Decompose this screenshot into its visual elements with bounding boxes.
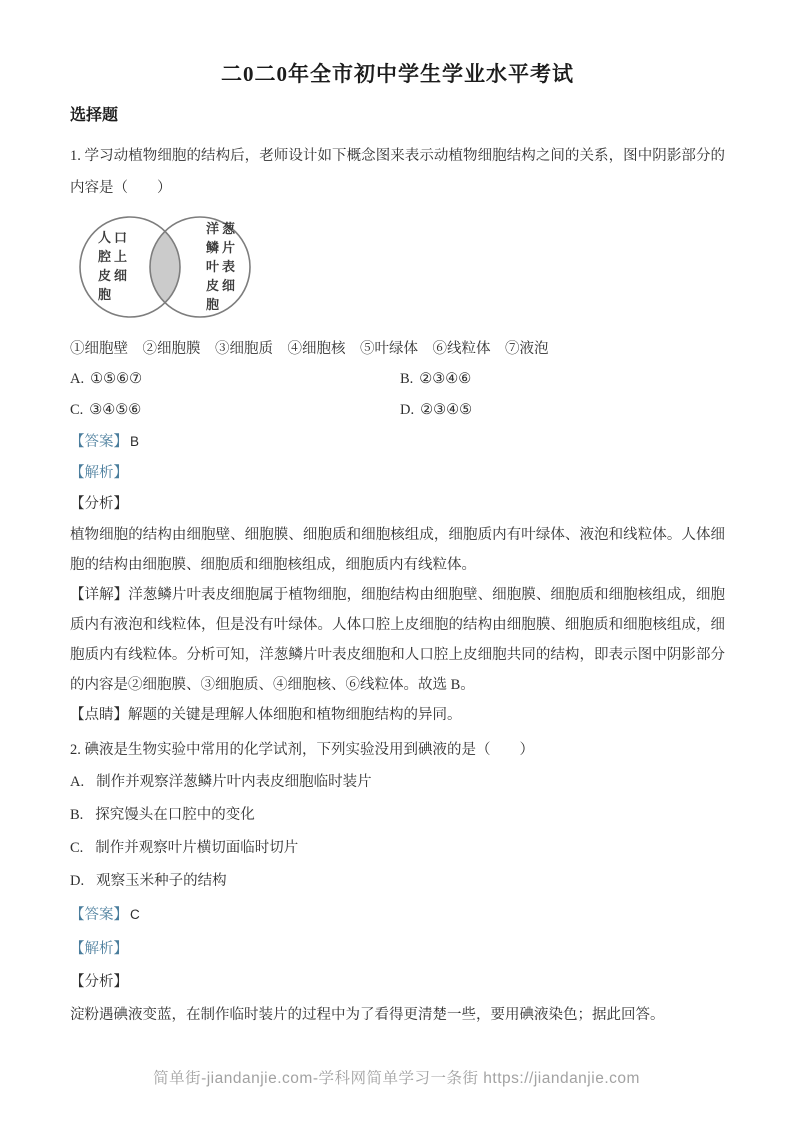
venn-diagram bbox=[76, 210, 326, 326]
option-letter: A. bbox=[70, 774, 85, 790]
option-text: 观察玉米种子的结构 bbox=[96, 873, 227, 889]
option-letter: D. bbox=[70, 873, 85, 889]
question1-fenxi-text: 植物细胞的结构由细胞壁、细胞膜、细胞质和细胞核组成，细胞质内有叶绿体、液泡和线粒体。人体细胞的结构由细胞膜、细胞质和细胞核组成，细胞质内有线粒体。 bbox=[70, 527, 725, 573]
question1-dianjing-para bbox=[70, 700, 725, 730]
question2-fenxi-heading bbox=[70, 966, 725, 1000]
question1-option-d bbox=[400, 395, 725, 426]
dianjing-label: 【点睛】 bbox=[70, 707, 128, 723]
option-text: ②③④⑤ bbox=[420, 402, 473, 418]
option-letter: D. bbox=[400, 402, 415, 418]
answer-value: C bbox=[130, 907, 140, 922]
watermark-footer: 简单街-jiandanjie.com-学科网简单学习一条街 https://jiandanjie.com bbox=[153, 1070, 640, 1087]
question2-option-b bbox=[70, 799, 725, 832]
question1-stem: 1. 学习动植物细胞的结构后，老师设计如下概念图来表示动植物细胞结构之间的关系，图中阴影部分的内容是（ ） bbox=[70, 148, 725, 196]
question2-jiexi-line bbox=[70, 933, 725, 967]
fenxi-label: 【分析】 bbox=[70, 496, 128, 512]
question2-answer-block bbox=[70, 898, 725, 1030]
answer-label: 【答案】 bbox=[70, 434, 128, 450]
question2-options bbox=[70, 766, 725, 898]
question1-option-b bbox=[400, 364, 725, 395]
question2-fenxi-text: 淀粉遇碘液变蓝，在制作临时装片的过程中为了看得更清楚一些，要用碘液染色；据此回答。 bbox=[70, 1006, 665, 1023]
question2-stem: 2. 碘液是生物实验中常用的化学试剂，下列实验没用到碘液的是（ ） bbox=[70, 742, 534, 758]
dianjing-text: 解题的关键是理解人体细胞和植物细胞结构的异同。 bbox=[128, 707, 462, 723]
question2-option-d bbox=[70, 865, 725, 898]
question1-fenxi-heading bbox=[70, 489, 725, 520]
page-title: 二0二0年全市初中学生学业水平考试 bbox=[221, 62, 574, 86]
question1-xiangjie-para bbox=[70, 580, 725, 700]
xiangjie-label: 【详解】 bbox=[70, 587, 129, 603]
option-letter: B. bbox=[400, 371, 414, 387]
option-letter: B. bbox=[70, 807, 84, 823]
question1-answer-line bbox=[70, 426, 725, 458]
question1-option-c bbox=[70, 395, 400, 426]
option-text: ②③④⑥ bbox=[419, 371, 472, 387]
question2-answer-line bbox=[70, 898, 725, 933]
fenxi-label: 【分析】 bbox=[70, 974, 128, 990]
jiexi-label: 【解析】 bbox=[70, 465, 128, 481]
option-text: 探究馒头在口腔中的变化 bbox=[95, 807, 255, 823]
answer-label: 【答案】 bbox=[70, 907, 128, 923]
question2-option-a bbox=[70, 766, 725, 799]
option-letter: C. bbox=[70, 402, 84, 418]
section-heading-multiple-choice: 选择题 bbox=[70, 107, 119, 124]
answer-value: B bbox=[130, 434, 140, 449]
question1-numbered-items: ①细胞壁 ②细胞膜 ③细胞质 ④细胞核 ⑤叶绿体 ⑥线粒体 ⑦液泡 bbox=[70, 341, 549, 357]
option-text: 制作并观察叶片横切面临时切片 bbox=[95, 840, 299, 856]
question1-option-a bbox=[70, 364, 400, 395]
question1-jiexi-line bbox=[70, 458, 725, 489]
option-text: ①⑤⑥⑦ bbox=[90, 371, 143, 387]
xiangjie-text: 洋葱鳞片叶表皮细胞属于植物细胞，细胞结构由细胞壁、细胞膜、细胞质和细胞核组成，细胞质内有液泡和线粒体，但是没有叶绿体。人体口腔上皮细胞的结构由细胞膜、细胞质和细胞核组成，细胞质内有线粒体。分析可知，洋葱鳞片叶表皮细胞和人口腔上皮细胞共同的结构，即表示图中阴影部分的内容是②细胞膜、③细胞质、④细胞核、⑥线粒体。故选 B。 bbox=[70, 587, 726, 693]
question1-options bbox=[70, 364, 725, 426]
question2-option-c bbox=[70, 832, 725, 865]
venn-left-circle-label: 人口腔上皮细胞 bbox=[98, 230, 131, 302]
jiexi-label: 【解析】 bbox=[70, 940, 128, 957]
option-letter: A. bbox=[70, 371, 85, 387]
option-letter: C. bbox=[70, 840, 84, 856]
option-text: 制作并观察洋葱鳞片叶内表皮细胞临时装片 bbox=[96, 774, 372, 790]
option-text: ③④⑤⑥ bbox=[89, 402, 142, 418]
venn-right-circle-label: 洋葱鳞片叶表皮细胞 bbox=[206, 221, 239, 312]
